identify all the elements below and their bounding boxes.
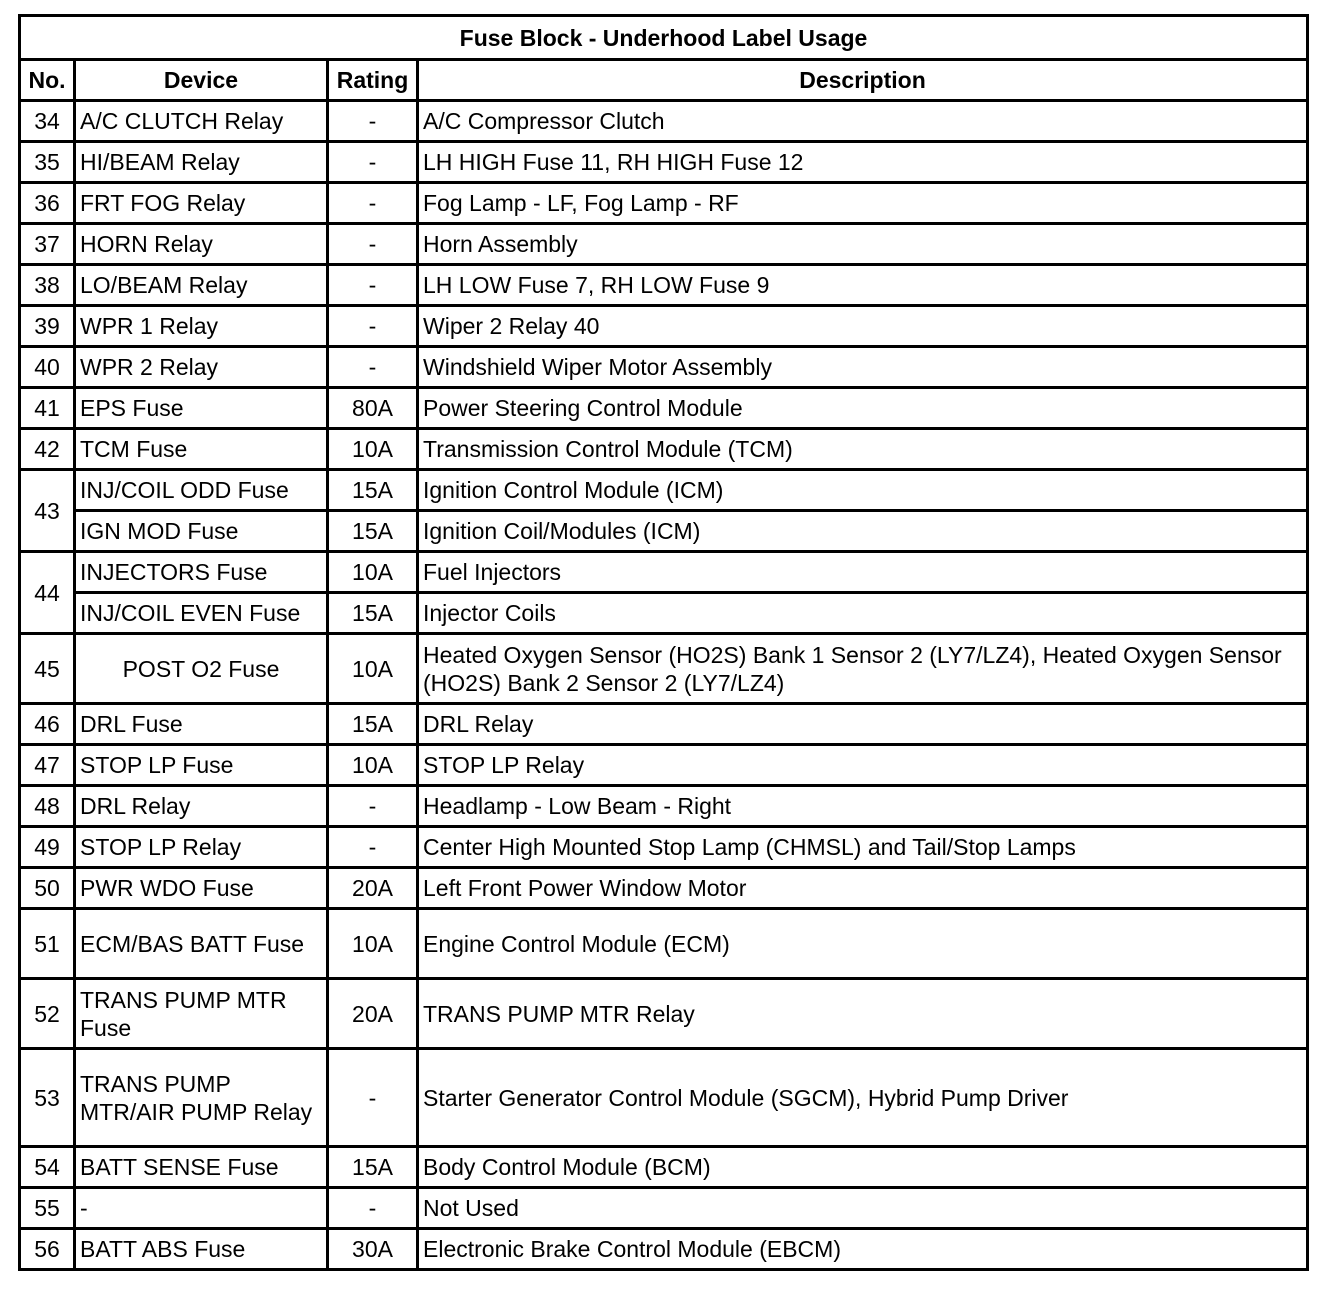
cell-description: TRANS PUMP MTR Relay	[419, 980, 1309, 1050]
cell-no: 44	[21, 553, 76, 635]
cell-description: LH LOW Fuse 7, RH LOW Fuse 9	[419, 266, 1309, 307]
cell-device: DRL Fuse	[76, 705, 329, 746]
cell-no: 55	[21, 1189, 76, 1230]
cell-description: Ignition Coil/Modules (ICM)	[419, 512, 1309, 553]
header-no: No.	[21, 61, 76, 102]
cell-no: 42	[21, 430, 76, 471]
cell-device: EPS Fuse	[76, 389, 329, 430]
table-row	[21, 1148, 1309, 1189]
cell-no: 40	[21, 348, 76, 389]
header-device: Device	[76, 61, 329, 102]
cell-rating: -	[329, 787, 419, 828]
cell-device: -	[76, 1189, 329, 1230]
cell-description: Wiper 2 Relay 40	[419, 307, 1309, 348]
cell-description: Ignition Control Module (ICM)	[419, 471, 1309, 512]
cell-rating: 10A	[329, 910, 419, 980]
cell-no: 51	[21, 910, 76, 980]
cell-no: 52	[21, 980, 76, 1050]
cell-no: 35	[21, 143, 76, 184]
cell-rating: -	[329, 1189, 419, 1230]
cell-device: TRANS PUMP MTR Fuse	[76, 980, 329, 1050]
cell-rating: 15A	[329, 594, 419, 635]
cell-no: 46	[21, 705, 76, 746]
cell-no: 43	[21, 471, 76, 553]
cell-description: DRL Relay	[419, 705, 1309, 746]
table-row	[21, 307, 1309, 348]
cell-description: A/C Compressor Clutch	[419, 102, 1309, 143]
cell-rating: 10A	[329, 430, 419, 471]
table-row	[21, 910, 1309, 980]
cell-rating: -	[329, 266, 419, 307]
cell-description: Power Steering Control Module	[419, 389, 1309, 430]
cell-no: 54	[21, 1148, 76, 1189]
cell-no: 47	[21, 746, 76, 787]
cell-no: 37	[21, 225, 76, 266]
cell-description: Left Front Power Window Motor	[419, 869, 1309, 910]
cell-rating: 10A	[329, 635, 419, 705]
cell-rating: 10A	[329, 553, 419, 594]
table-row	[21, 512, 1309, 553]
cell-device: BATT SENSE Fuse	[76, 1148, 329, 1189]
cell-rating: -	[329, 225, 419, 266]
cell-description: Body Control Module (BCM)	[419, 1148, 1309, 1189]
header-rating: Rating	[329, 61, 419, 102]
cell-rating: 15A	[329, 512, 419, 553]
table-row	[21, 389, 1309, 430]
cell-description: Engine Control Module (ECM)	[419, 910, 1309, 980]
cell-description: Windshield Wiper Motor Assembly	[419, 348, 1309, 389]
cell-rating: -	[329, 828, 419, 869]
cell-device: ECM/BAS BATT Fuse	[76, 910, 329, 980]
cell-no: 50	[21, 869, 76, 910]
cell-device: STOP LP Fuse	[76, 746, 329, 787]
cell-device: TRANS PUMP MTR/AIR PUMP Relay	[76, 1050, 329, 1148]
table-row	[21, 1189, 1309, 1230]
cell-device: TCM Fuse	[76, 430, 329, 471]
cell-device: STOP LP Relay	[76, 828, 329, 869]
cell-no: 48	[21, 787, 76, 828]
cell-device: INJECTORS Fuse	[76, 553, 329, 594]
cell-description: Transmission Control Module (TCM)	[419, 430, 1309, 471]
table-row	[21, 869, 1309, 910]
table-row	[21, 594, 1309, 635]
table-row	[21, 225, 1309, 266]
cell-rating: 20A	[329, 980, 419, 1050]
cell-rating: 15A	[329, 471, 419, 512]
table-title: Fuse Block - Underhood Label Usage	[21, 17, 1309, 61]
cell-no: 53	[21, 1050, 76, 1148]
cell-no: 36	[21, 184, 76, 225]
cell-device: WPR 2 Relay	[76, 348, 329, 389]
cell-device: WPR 1 Relay	[76, 307, 329, 348]
cell-device: POST O2 Fuse	[76, 635, 329, 705]
table-row	[21, 746, 1309, 787]
cell-device: INJ/COIL ODD Fuse	[76, 471, 329, 512]
table-row	[21, 266, 1309, 307]
table-row	[21, 980, 1309, 1050]
cell-no: 49	[21, 828, 76, 869]
cell-description: Headlamp - Low Beam - Right	[419, 787, 1309, 828]
cell-device: A/C CLUTCH Relay	[76, 102, 329, 143]
table-row	[21, 430, 1309, 471]
cell-device: IGN MOD Fuse	[76, 512, 329, 553]
cell-no: 38	[21, 266, 76, 307]
cell-device: INJ/COIL EVEN Fuse	[76, 594, 329, 635]
cell-description: Horn Assembly	[419, 225, 1309, 266]
cell-no: 56	[21, 1230, 76, 1271]
cell-rating: -	[329, 307, 419, 348]
cell-no: 41	[21, 389, 76, 430]
fuse-block-table	[18, 14, 1309, 1271]
table-row	[21, 143, 1309, 184]
cell-description: Center High Mounted Stop Lamp (CHMSL) and Tail/Stop Lamps	[419, 828, 1309, 869]
cell-rating: 30A	[329, 1230, 419, 1271]
cell-rating: -	[329, 143, 419, 184]
table-row	[21, 1230, 1309, 1271]
header-description: Description	[419, 61, 1309, 102]
cell-no: 45	[21, 635, 76, 705]
cell-description: Injector Coils	[419, 594, 1309, 635]
cell-description: Not Used	[419, 1189, 1309, 1230]
cell-device: PWR WDO Fuse	[76, 869, 329, 910]
cell-description: Fuel Injectors	[419, 553, 1309, 594]
cell-rating: 15A	[329, 1148, 419, 1189]
cell-rating: -	[329, 102, 419, 143]
table-row	[21, 1050, 1309, 1148]
cell-rating: -	[329, 348, 419, 389]
cell-description: Fog Lamp - LF, Fog Lamp - RF	[419, 184, 1309, 225]
cell-rating: -	[329, 184, 419, 225]
table-row	[21, 787, 1309, 828]
cell-no: 34	[21, 102, 76, 143]
table-row	[21, 635, 1309, 705]
table-row	[21, 184, 1309, 225]
table-row	[21, 828, 1309, 869]
cell-no: 39	[21, 307, 76, 348]
table-row	[21, 102, 1309, 143]
cell-rating: 10A	[329, 746, 419, 787]
cell-rating: 15A	[329, 705, 419, 746]
header-row	[21, 61, 1309, 102]
table-row	[21, 471, 1309, 512]
cell-rating: -	[329, 1050, 419, 1148]
cell-description: LH HIGH Fuse 11, RH HIGH Fuse 12	[419, 143, 1309, 184]
cell-device: DRL Relay	[76, 787, 329, 828]
cell-description: Starter Generator Control Module (SGCM), Hybrid Pump Driver	[419, 1050, 1309, 1148]
table-row	[21, 553, 1309, 594]
cell-description: Electronic Brake Control Module (EBCM)	[419, 1230, 1309, 1271]
cell-rating: 20A	[329, 869, 419, 910]
table-row	[21, 705, 1309, 746]
cell-device: HORN Relay	[76, 225, 329, 266]
cell-rating: 80A	[329, 389, 419, 430]
cell-device: LO/BEAM Relay	[76, 266, 329, 307]
cell-description: Heated Oxygen Sensor (HO2S) Bank 1 Sensor 2 (LY7/LZ4), Heated Oxygen Sensor (HO2S) Bank 2 Sensor 2 (LY7/LZ4)	[419, 635, 1309, 705]
cell-device: HI/BEAM Relay	[76, 143, 329, 184]
cell-description: STOP LP Relay	[419, 746, 1309, 787]
table-row	[21, 348, 1309, 389]
cell-device: FRT FOG Relay	[76, 184, 329, 225]
cell-device: BATT ABS Fuse	[76, 1230, 329, 1271]
